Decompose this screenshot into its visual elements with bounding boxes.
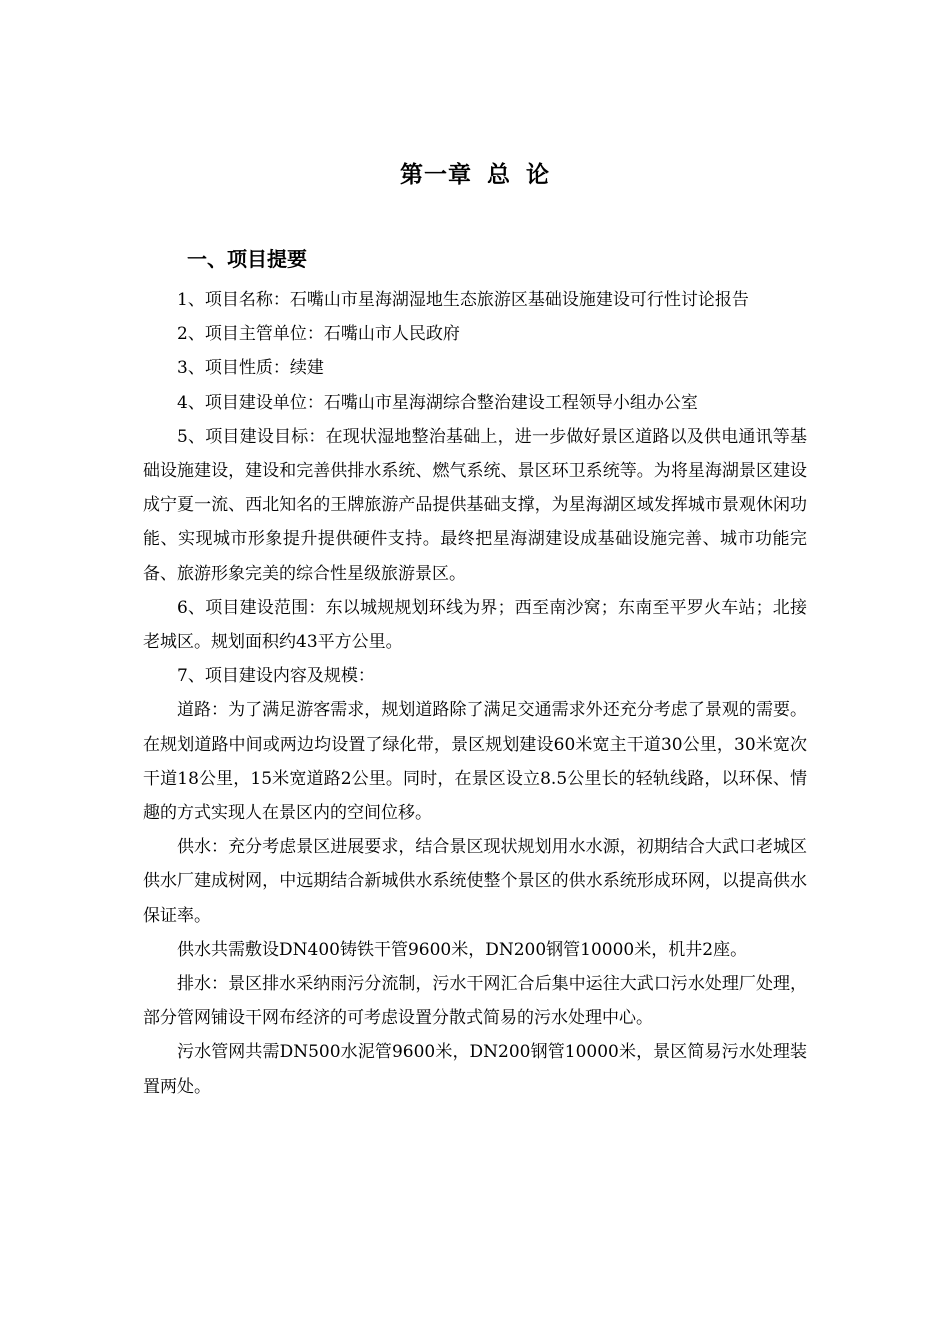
paragraph-project-nature: 3、项目性质：续建: [177, 358, 324, 379]
paragraph-project-name: 1、项目名称：石嘴山市星海湖湿地生态旅游区基础设施建设可行性讨论报告: [177, 290, 749, 310]
body-text: [143, 283, 807, 1104]
paragraph-roads: 道路：为了满足游客需求，规划道路除了满足交通需求外还充分考虑了景观的需要。在规划道路中间或两边均设置了绿化带，景区规划建设60米宽主干道30公里，30米宽次干道18公里，15米宽道路2公里。同时，在景区设立8.5公里长的轻轨线路，以环保、情趣的方式实现人在景区内的空间位移。: [143, 700, 807, 824]
section-title: 一、项目提要: [187, 247, 307, 271]
paragraph-construction-goal: 5、项目建设目标：在现状湿地整治基础上，进一步做好景区道路以及供电通讯等基础设施建设，建设和完善供排水系统、燃气系统、景区环卫系统等。为将星海湖景区建设成宁夏一流、西北知名的王牌旅游产品提供基础支撑，为星海湖区域发挥城市景观休闲功能、实现城市形象提升提供硬件支持。最终把星海湖建设成基础设施完善、城市功能完备、旅游形象完美的综合性星级旅游景区。: [143, 426, 807, 584]
chapter-title: 第一章 总 论: [399, 162, 550, 188]
paragraph-supervising-unit: 2、项目主管单位：石嘴山市人民政府: [177, 324, 460, 345]
paragraph-water-supply: 供水：充分考虑景区进展要求，结合景区现状规划用水水源，初期结合大武口老城区供水厂建成树网，中远期结合新城供水系统使整个景区的供水系统形成环网，以提高供水保证率。: [143, 837, 807, 926]
paragraph-construction-scope: 6、项目建设范围：东以城规规划环线为界；西至南沙窝；东南至平罗火车站；北接老城区。规划面积约43平方公里。: [143, 597, 807, 653]
paragraph-construction-unit: 4、项目建设单位：石嘴山市星海湖综合整治建设工程领导小组办公室: [177, 392, 698, 413]
paragraph-content-scale: 7、项目建设内容及规模：: [177, 666, 375, 687]
paragraph-water-supply-pipes: 供水共需敷设DN400铸铁干管9600米，DN200钢管10000米，机井2座。: [177, 939, 748, 960]
paragraph-sewage-pipes: 污水管网共需DN500水泥管9600米，DN200钢管10000米，景区简易污水处理装置两处。: [143, 1042, 807, 1097]
paragraph-drainage: 排水：景区排水采纳雨污分流制，污水干网汇合后集中运往大武口污水处理厂处理，部分管网铺设干网布经济的可考虑设置分散式简易的污水处理中心。: [143, 974, 807, 1029]
